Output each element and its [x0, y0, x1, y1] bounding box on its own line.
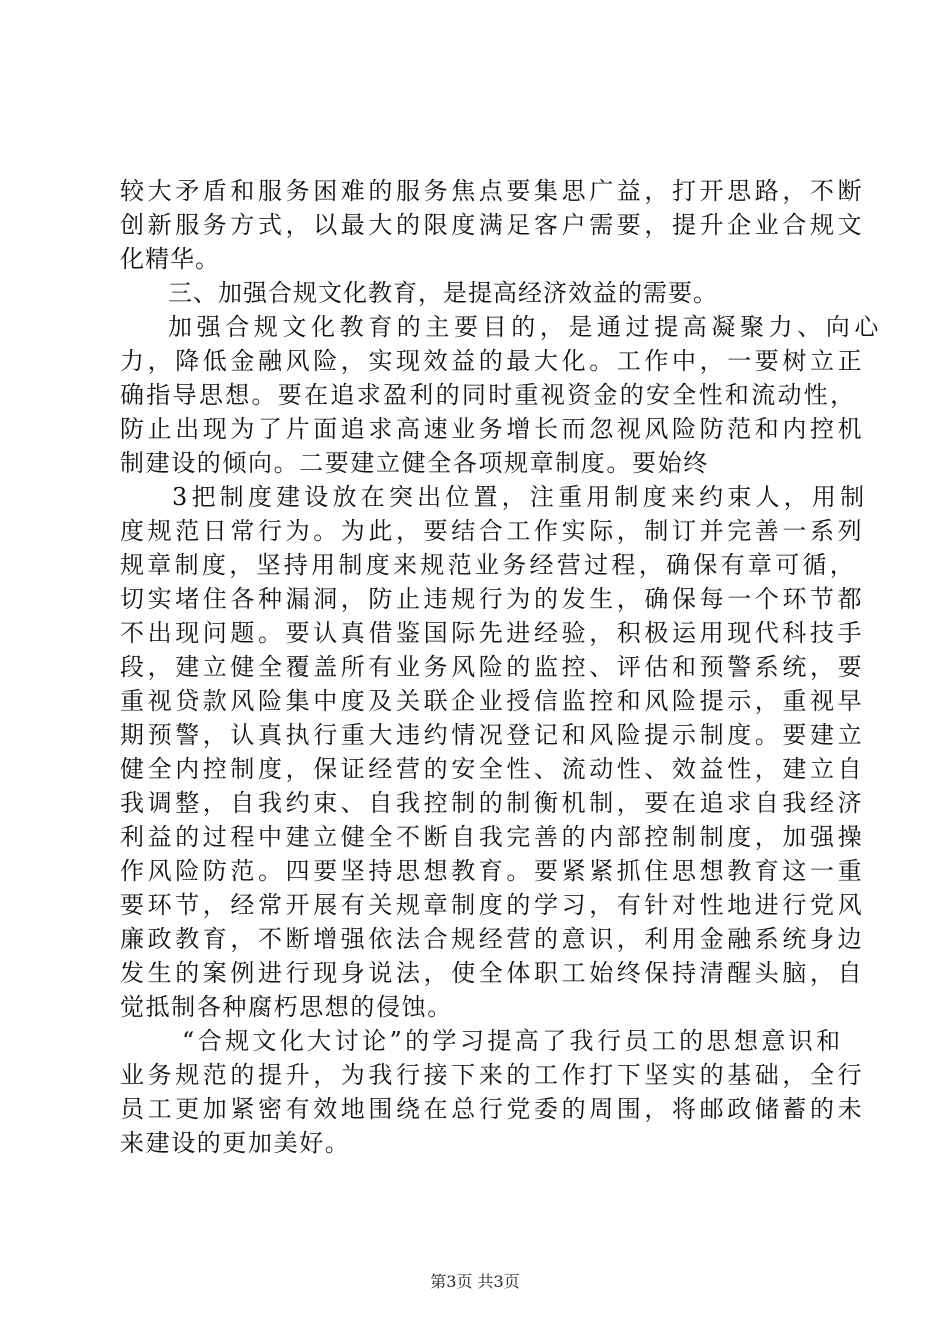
text-line: 健全内控制度，保证经营的安全性、流动性、效益性，建立自 — [120, 755, 866, 783]
text-line: 度规范日常行为。为此，要结合工作实际，制订并完善一系列 — [120, 517, 866, 545]
text-line: 来建设的更加美好。 — [120, 1129, 351, 1157]
text-line: 我调整，自我约束、自我控制的制衡机制，要在追求自我经济 — [120, 789, 866, 817]
text-line: 发生的案例进行现身说法，使全体职工始终保持清醒头脑，自 — [120, 959, 866, 987]
text-line: 不出现问题。要认真借鉴国际先进经验，积极运用现代科技手 — [120, 619, 866, 647]
text-line: 觉抵制各种腐朽思想的侵蚀。 — [120, 993, 453, 1021]
page-number-footer: 第3页 共3页 — [430, 1272, 520, 1291]
text-line: 确指导思想。要在追求盈利的同时重视资金的安全性和流动性， — [120, 381, 857, 409]
text-line: 创新服务方式，以最大的限度满足客户需要，提升企业合规文 — [120, 211, 866, 239]
text-line: 段，建立健全覆盖所有业务风险的监控、评估和预警系统，要 — [120, 653, 866, 681]
text-line: 作风险防范。四要坚持思想教育。要紧紧抓住思想教育这一重 — [120, 857, 866, 885]
text-line: 廉政教育，不断增强依法合规经营的意识，利用金融系统身边 — [120, 925, 866, 953]
text-line: “合规文化大讨论”的学习提高了我行员工的思想意识和 — [182, 1027, 844, 1055]
text-line: 期预警，认真执行重大违约情况登记和风险提示制度。要建立 — [120, 721, 866, 749]
text-line: 防止出现为了片面追求高速业务增长而忽视风险防范和内控机 — [120, 415, 866, 443]
text-line: 业务规范的提升，为我行接下来的工作打下坚实的基础，全行 — [120, 1061, 866, 1089]
text-line: 较大矛盾和服务困难的服务焦点要集思广益，打开思路，不断 — [120, 177, 866, 205]
text-line: 要环节，经常开展有关规章制度的学习，有针对性地进行党风 — [120, 891, 866, 919]
text-line: 员工更加紧密有效地围绕在总行党委的周围，将邮政储蓄的未 — [120, 1095, 866, 1123]
text-line: 利益的过程中建立健全不断自我完善的内部控制制度，加强操 — [120, 823, 866, 851]
text-line: 制建设的倾向。二要建立健全各项规章制度。要始终 — [120, 449, 709, 477]
text-line: 加强合规文化教育的主要目的，是通过提高凝聚力、向心 — [168, 313, 883, 341]
text-line: 切实堵住各种漏洞，防止违规行为的发生，确保每一个环节都 — [120, 585, 866, 613]
text-line: 力，降低金融风险，实现效益的最大化。工作中，一要树立正 — [120, 347, 866, 375]
section-heading: 三、加强合规文化教育，是提高经济效益的需要。 — [168, 279, 718, 307]
text-line: 化精华。 — [120, 245, 220, 273]
text-line: 3把制度建设放在突出位置，注重用制度来约束人，用制 — [172, 483, 869, 511]
text-line: 规章制度，坚持用制度来规范业务经营过程，确保有章可循， — [120, 551, 858, 579]
text-line: 重视贷款风险集中度及关联企业授信监控和风险提示，重视早 — [120, 687, 866, 715]
